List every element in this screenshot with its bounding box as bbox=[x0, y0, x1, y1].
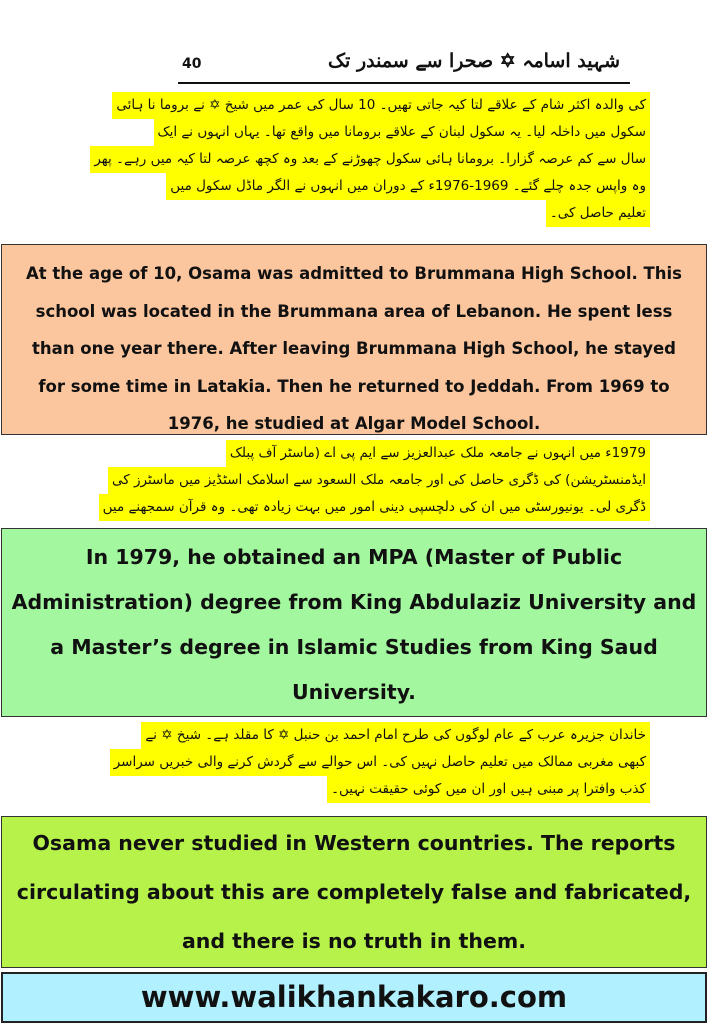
urdu-paragraph-1 bbox=[90, 92, 650, 227]
urdu-line: سکول میں داخلہ لیا۔ یہ سکول لبنان کے علاقے برومانا میں واقع تھا۔ یہاں انہوں نے ایک bbox=[154, 119, 651, 146]
urdu-paragraph-2 bbox=[99, 440, 650, 521]
urdu-line: وہ واپس جدہ چلے گئے۔ 1969-1976ء کے دوران میں انہوں نے الگر ماڈل سکول میں bbox=[166, 173, 650, 200]
english-translation-2: In 1979, he obtained an MPA (Master of Public Administration) degree from King Abdulaziz University and a Master’s degree in Islamic Studies from King Saud University. bbox=[1, 528, 707, 717]
website-footer: www.walikhankakaro.com bbox=[1, 972, 707, 1023]
english-translation-1: At the age of 10, Osama was admitted to Brummana High School. This school was located in the Brummana area of Lebanon. He spent less than one year there. After leaving Brummana High School, he stayed for some time in Latakia. Then he returned to Jeddah. From 1969 to 1976, he studied at Algar Model School. bbox=[1, 244, 707, 435]
urdu-line: خاندان جزیرہ عرب کے عام لوگوں کی طرح امام احمد بن حنبل ✡ کا مقلد ہے۔ شیخ ✡ نے bbox=[141, 722, 650, 749]
book-title: شہید اسامہ ✡ صحرا سے سمندر تک bbox=[328, 50, 620, 72]
page-number: 40 bbox=[182, 56, 202, 72]
urdu-line: 1979ء میں انہوں نے جامعہ ملک عبدالعزیز سے ایم پی اے (ماسٹر آف پبلک bbox=[226, 440, 650, 467]
urdu-paragraph-3 bbox=[110, 722, 650, 803]
urdu-line: سال سے کم عرصہ گزارا۔ برومانا ہائی سکول چھوڑنے کے بعد وہ کچھ عرصہ لتا کیہ میں رہے۔ پھر bbox=[90, 146, 650, 173]
urdu-line: تعلیم حاصل کی۔ bbox=[546, 200, 650, 227]
urdu-line: ایڈمنسٹریشن) کی ڈگری حاصل کی اور جامعہ ملک السعود سے اسلامک اسٹڈیز میں ماسٹرز کی bbox=[108, 467, 650, 494]
urdu-line: کبھی مغربی ممالک میں تعلیم حاصل نہیں کی۔ اس حوالے سے گردش کرنے والی خبریں سراسر bbox=[110, 749, 650, 776]
header-rule bbox=[178, 82, 630, 84]
english-translation-3: Osama never studied in Western countries. The reports circulating about this are completely false and fabricated, and there is no truth in them. bbox=[1, 816, 707, 968]
urdu-line: ڈگری لی۔ یونیورسٹی میں ان کی دلچسپی دینی امور میں بہت زیادہ تھی۔ وہ قرآن سمجھنے میں bbox=[99, 494, 650, 521]
urdu-line: کذب وافترا پر مبنی ہیں اور ان میں کوئی حقیقت نہیں۔ bbox=[327, 776, 650, 803]
urdu-line: کی والدہ اکثر شام کے علاقے لتا کیہ جاتی تھیں۔ 10 سال کی عمر میں شیخ ✡ نے بروما نا ہائی bbox=[112, 92, 650, 119]
